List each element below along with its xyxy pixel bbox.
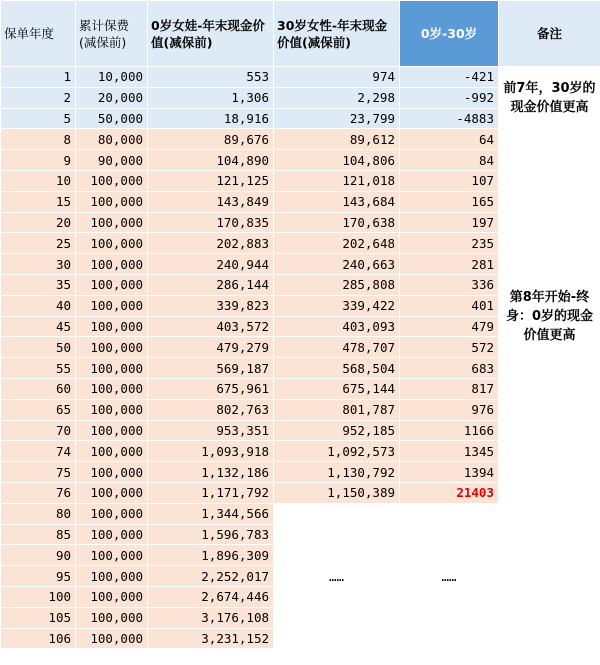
cell-policy-year: 2 xyxy=(1,87,76,108)
cell-woman-value: 23,799 xyxy=(274,108,400,129)
cell-woman-value: 121,018 xyxy=(274,170,400,191)
remarks-empty xyxy=(499,503,600,649)
cell-baby-value: 1,344,566 xyxy=(148,503,274,524)
ellipsis-diff: …… xyxy=(400,503,499,649)
cell-baby-value: 121,125 xyxy=(148,170,274,191)
cell-baby-value: 104,890 xyxy=(148,150,274,171)
cell-baby-value: 1,093,918 xyxy=(148,441,274,462)
cell-difference: 197 xyxy=(400,212,499,233)
cell-woman-value: 801,787 xyxy=(274,399,400,420)
cell-woman-value: 403,093 xyxy=(274,316,400,337)
cell-baby-value: 2,252,017 xyxy=(148,566,274,587)
cell-difference: 1394 xyxy=(400,462,499,483)
cell-baby-value: 1,171,792 xyxy=(148,482,274,503)
cell-premium: 80,000 xyxy=(76,129,148,150)
cell-policy-year: 15 xyxy=(1,191,76,212)
cell-difference: 84 xyxy=(400,150,499,171)
cell-woman-value: 202,648 xyxy=(274,233,400,254)
cell-baby-value: 953,351 xyxy=(148,420,274,441)
ellipsis-woman: …… xyxy=(274,503,400,649)
table-row xyxy=(1,67,600,88)
header-cumulative-premium: 累计保费(减保前) xyxy=(76,1,148,67)
cell-policy-year: 40 xyxy=(1,295,76,316)
header-woman-cash-value: 30岁女性-年末现金价值(减保前) xyxy=(274,1,400,67)
cell-premium: 100,000 xyxy=(76,503,148,524)
cell-policy-year: 10 xyxy=(1,170,76,191)
cell-woman-value: 2,298 xyxy=(274,87,400,108)
cell-premium: 100,000 xyxy=(76,212,148,233)
cell-policy-year: 60 xyxy=(1,378,76,399)
cell-baby-value: 89,676 xyxy=(148,129,274,150)
cell-policy-year: 35 xyxy=(1,274,76,295)
header-policy-year: 保单年度 xyxy=(1,1,76,67)
cell-baby-value: 286,144 xyxy=(148,274,274,295)
cell-premium: 90,000 xyxy=(76,150,148,171)
cell-premium: 100,000 xyxy=(76,337,148,358)
cell-difference: 976 xyxy=(400,399,499,420)
cell-premium: 100,000 xyxy=(76,274,148,295)
header-difference: 0岁-30岁 xyxy=(400,1,499,67)
cell-policy-year: 8 xyxy=(1,129,76,150)
table-row xyxy=(1,503,600,524)
header-remarks: 备注 xyxy=(499,1,600,67)
cell-woman-value: 974 xyxy=(274,67,400,88)
cell-difference: -4883 xyxy=(400,108,499,129)
cell-baby-value: 675,961 xyxy=(148,378,274,399)
cell-difference: 235 xyxy=(400,233,499,254)
cell-woman-value: 339,422 xyxy=(274,295,400,316)
cell-baby-value: 18,916 xyxy=(148,108,274,129)
cell-policy-year: 30 xyxy=(1,254,76,275)
cell-policy-year: 55 xyxy=(1,358,76,379)
cell-difference: 21403 xyxy=(400,482,499,503)
cell-woman-value: 675,144 xyxy=(274,378,400,399)
cell-premium: 100,000 xyxy=(76,628,148,649)
cell-baby-value: 1,132,186 xyxy=(148,462,274,483)
cell-difference: 281 xyxy=(400,254,499,275)
cell-premium: 20,000 xyxy=(76,87,148,108)
cell-woman-value: 1,130,792 xyxy=(274,462,400,483)
cell-policy-year: 25 xyxy=(1,233,76,254)
cell-premium: 100,000 xyxy=(76,586,148,607)
cell-difference: 479 xyxy=(400,316,499,337)
cell-premium: 100,000 xyxy=(76,170,148,191)
cell-difference: 107 xyxy=(400,170,499,191)
cell-woman-value: 170,638 xyxy=(274,212,400,233)
cell-policy-year: 90 xyxy=(1,545,76,566)
note-first-seven-years: 前7年，30岁的现金价值更高 xyxy=(499,67,600,129)
cell-premium: 100,000 xyxy=(76,254,148,275)
cell-premium: 100,000 xyxy=(76,295,148,316)
cell-premium: 100,000 xyxy=(76,545,148,566)
cell-policy-year: 85 xyxy=(1,524,76,545)
cell-premium: 100,000 xyxy=(76,524,148,545)
cell-baby-value: 1,896,309 xyxy=(148,545,274,566)
cell-difference: 817 xyxy=(400,378,499,399)
cell-difference: 572 xyxy=(400,337,499,358)
cell-premium: 100,000 xyxy=(76,378,148,399)
cell-baby-value: 3,176,108 xyxy=(148,607,274,628)
cell-difference: 165 xyxy=(400,191,499,212)
cell-difference: 336 xyxy=(400,274,499,295)
cell-policy-year: 106 xyxy=(1,628,76,649)
cell-baby-value: 569,187 xyxy=(148,358,274,379)
cell-policy-year: 100 xyxy=(1,586,76,607)
cell-baby-value: 240,944 xyxy=(148,254,274,275)
cell-baby-value: 339,823 xyxy=(148,295,274,316)
cell-premium: 100,000 xyxy=(76,358,148,379)
cell-woman-value: 478,707 xyxy=(274,337,400,358)
cell-baby-value: 403,572 xyxy=(148,316,274,337)
cell-policy-year: 5 xyxy=(1,108,76,129)
cell-premium: 100,000 xyxy=(76,399,148,420)
cell-difference: 1166 xyxy=(400,420,499,441)
cell-policy-year: 70 xyxy=(1,420,76,441)
cell-premium: 100,000 xyxy=(76,566,148,587)
cell-premium: 100,000 xyxy=(76,607,148,628)
cell-difference: 1345 xyxy=(400,441,499,462)
note-from-year-eight: 第8年开始-终身：0岁的现金价值更高 xyxy=(499,129,600,503)
cell-baby-value: 3,231,152 xyxy=(148,628,274,649)
header-row xyxy=(1,1,600,67)
cell-woman-value: 143,684 xyxy=(274,191,400,212)
cell-policy-year: 95 xyxy=(1,566,76,587)
cell-policy-year: 76 xyxy=(1,482,76,503)
cell-baby-value: 2,674,446 xyxy=(148,586,274,607)
cell-premium: 100,000 xyxy=(76,482,148,503)
cell-woman-value: 104,806 xyxy=(274,150,400,171)
cell-policy-year: 74 xyxy=(1,441,76,462)
header-baby-cash-value: 0岁女娃-年末现金价值(减保前) xyxy=(148,1,274,67)
cell-policy-year: 45 xyxy=(1,316,76,337)
cell-policy-year: 65 xyxy=(1,399,76,420)
cell-baby-value: 1,306 xyxy=(148,87,274,108)
cell-woman-value: 952,185 xyxy=(274,420,400,441)
cell-baby-value: 802,763 xyxy=(148,399,274,420)
cell-difference: 64 xyxy=(400,129,499,150)
cell-baby-value: 479,279 xyxy=(148,337,274,358)
cell-woman-value: 568,504 xyxy=(274,358,400,379)
cell-policy-year: 80 xyxy=(1,503,76,524)
cell-baby-value: 553 xyxy=(148,67,274,88)
cell-woman-value: 1,150,389 xyxy=(274,482,400,503)
cell-baby-value: 202,883 xyxy=(148,233,274,254)
cell-premium: 100,000 xyxy=(76,420,148,441)
cell-premium: 100,000 xyxy=(76,462,148,483)
cell-woman-value: 285,808 xyxy=(274,274,400,295)
cell-premium: 50,000 xyxy=(76,108,148,129)
cell-premium: 10,000 xyxy=(76,67,148,88)
cell-difference: -992 xyxy=(400,87,499,108)
cell-baby-value: 1,596,783 xyxy=(148,524,274,545)
table-row xyxy=(1,129,600,150)
cell-woman-value: 89,612 xyxy=(274,129,400,150)
cell-difference: -421 xyxy=(400,67,499,88)
table-body xyxy=(1,67,600,649)
cell-woman-value: 240,663 xyxy=(274,254,400,275)
cell-policy-year: 20 xyxy=(1,212,76,233)
cell-premium: 100,000 xyxy=(76,441,148,462)
cell-premium: 100,000 xyxy=(76,316,148,337)
cell-policy-year: 50 xyxy=(1,337,76,358)
cell-difference: 683 xyxy=(400,358,499,379)
cell-premium: 100,000 xyxy=(76,191,148,212)
cell-policy-year: 1 xyxy=(1,67,76,88)
cell-policy-year: 9 xyxy=(1,150,76,171)
cell-woman-value: 1,092,573 xyxy=(274,441,400,462)
cell-baby-value: 143,849 xyxy=(148,191,274,212)
cell-baby-value: 170,835 xyxy=(148,212,274,233)
cell-premium: 100,000 xyxy=(76,233,148,254)
cell-policy-year: 75 xyxy=(1,462,76,483)
cell-policy-year: 105 xyxy=(1,607,76,628)
cell-difference: 401 xyxy=(400,295,499,316)
